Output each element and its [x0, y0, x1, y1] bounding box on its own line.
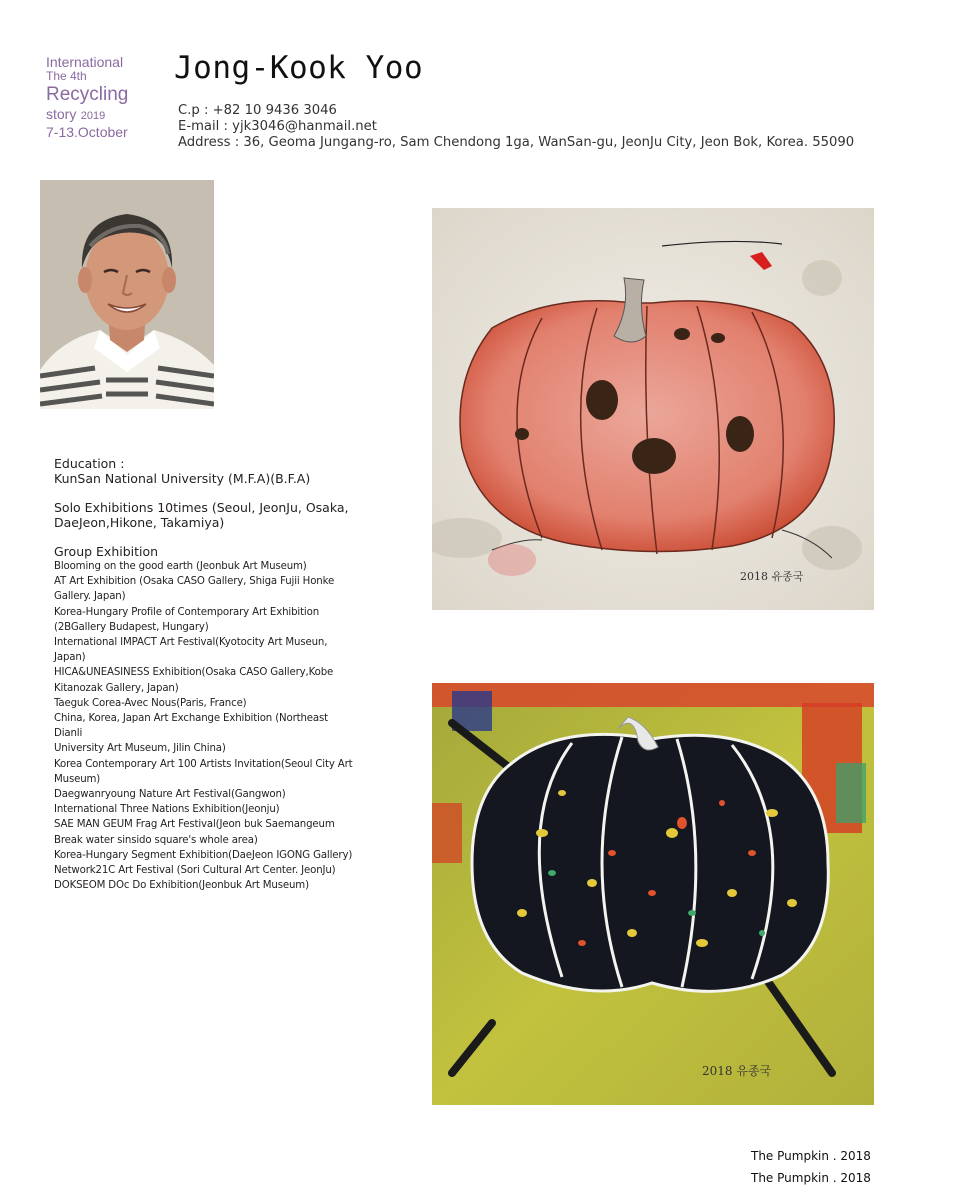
contact-block [178, 103, 854, 151]
event-edition: The 4th [46, 69, 87, 84]
group-exhibition-line: HICA&UNEASINESS Exhibition(Osaka CASO Gallery,Kobe [54, 667, 334, 679]
group-exhibition-line: Blooming on the good earth (Jeonbuk Art Museum) [54, 561, 307, 572]
education-detail: KunSan National University (M.F.A)(B.F.A) [54, 471, 311, 486]
group-exhibition-line: Network21C Art Festival (Sori Cultural Art Center. JeonJu) [54, 865, 336, 877]
group-exhibition-line: Daegwanryoung Nature Art Festival(Gangwon) [54, 789, 286, 801]
group-exhibition-line: DOKSEOM DOc Do Exhibition(Jeonbuk Art Museum) [54, 880, 309, 892]
group-exhibition-line: Break water sinsido square's whole area) [54, 834, 258, 846]
group-exhibition-line: China, Korea, Japan Art Exchange Exhibition (Northeast Dianli [54, 713, 328, 740]
artwork-1-signature: 2018 유종국 [740, 570, 804, 583]
group-exhibition-line: Kitanozak Gallery, Japan) [54, 682, 179, 694]
group-exhibition-line: Korea-Hungary Profile of Contemporary Art Exhibition [54, 606, 319, 618]
artwork-red-pumpkin [432, 208, 874, 610]
group-exhibition-line: Taeguk Corea-Avec Nous(Paris, France) [54, 697, 247, 709]
group-exhibition-line: Japan) [54, 652, 86, 664]
caption-1: The Pumpkin . 2018 [751, 1149, 871, 1163]
event-subtitle [46, 106, 128, 124]
group-exhibition-line: International Three Nations Exhibition(Jeonju) [54, 804, 280, 816]
solo-exhibitions-line-1: Solo Exhibitions 10times (Seoul, JeonJu, Osaka, [54, 500, 349, 515]
education-heading: Education : [54, 456, 125, 471]
artist-portrait [40, 180, 214, 409]
artwork-black-pumpkin [432, 683, 874, 1105]
group-exhibition-line: (2BGallery Budapest, Hungary) [54, 621, 209, 633]
event-label [46, 54, 128, 140]
group-exhibition-line: Gallery. Japan) [54, 591, 126, 603]
contact-phone: C.p : +82 10 9436 3046 [178, 103, 337, 118]
group-exhibition-line: AT Art Exhibition (Osaka CASO Gallery, Shiga Fujii Honke [54, 576, 335, 588]
solo-exhibitions-line-2: DaeJeon,Hikone, Takamiya) [54, 515, 225, 530]
event-title: Recycling [46, 83, 129, 105]
caption-2: The Pumpkin . 2018 [751, 1171, 871, 1185]
artwork-2-signature: 2018 유종국 [702, 1064, 772, 1078]
artist-name: Jong-Kook Yoo [174, 50, 424, 86]
event-story: story [46, 105, 77, 122]
group-exhibition-heading: Group Exhibition [54, 544, 159, 559]
event-international: International [46, 54, 124, 70]
group-exhibition-list [54, 559, 354, 893]
group-exhibition-line: International IMPACT Art Festival(Kyotocity Art Museun, [54, 637, 328, 649]
event-dates: 7-13.October [46, 124, 128, 141]
group-exhibition-line: Korea-Hungary Segment Exhibition(DaeJeon IGONG Gallery) [54, 849, 353, 861]
contact-email: E-mail : yjk3046@hanmail.net [178, 119, 377, 134]
group-exhibition-line: SAE MAN GEUM Frag Art Festival(Jeon buk Saemangeum [54, 819, 335, 831]
contact-address: Address : 36, Geoma Jungang-ro, Sam Chendong 1ga, WanSan-gu, JeonJu City, Jeon Bok, Korea. 55090 [178, 135, 855, 150]
group-exhibition-line: Museum) [54, 773, 101, 785]
event-year: 2019 [80, 109, 106, 122]
group-exhibition-line: Korea Contemporary Art 100 Artists Invitation(Seoul City Art [54, 758, 353, 770]
group-exhibition-line: University Art Museum, Jilin China) [54, 743, 226, 755]
biography [54, 456, 354, 893]
